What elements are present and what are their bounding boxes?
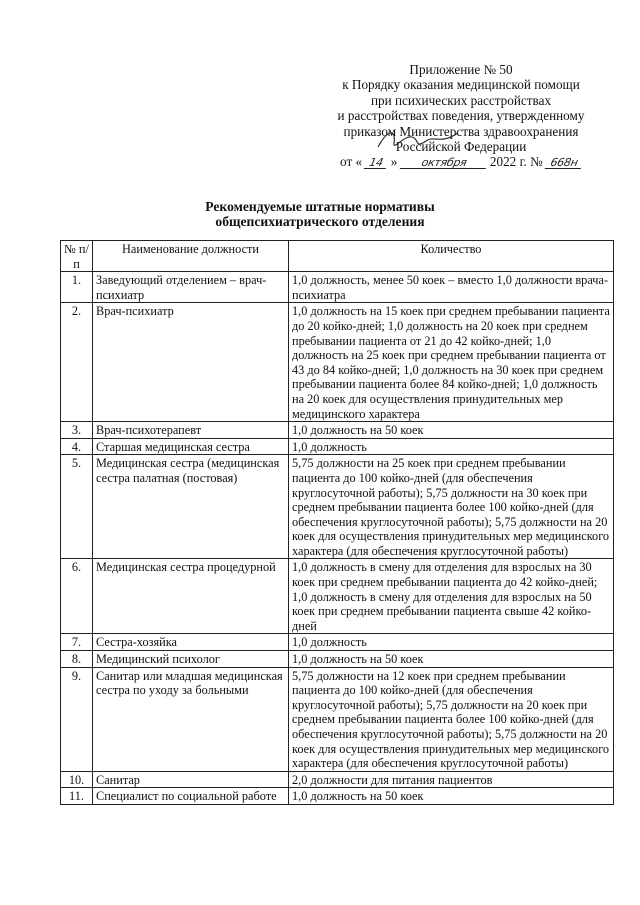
row-qty: 1,0 должность xyxy=(289,438,614,455)
table-row xyxy=(61,438,614,455)
table-row xyxy=(61,303,614,422)
row-name: Заведующий отделением – врач-психиатр xyxy=(93,272,289,303)
row-num: 8. xyxy=(61,651,93,668)
row-num: 3. xyxy=(61,422,93,439)
row-num: 7. xyxy=(61,634,93,651)
header-line: при психических расстройствах xyxy=(370,92,552,108)
row-name: Медицинская сестра процедурной xyxy=(93,559,289,634)
header-line: и расстройствах поведения, утвержденному xyxy=(337,108,585,124)
header-num: № п/п xyxy=(61,241,93,272)
header-qty: Количество xyxy=(289,241,614,272)
row-num: 9. xyxy=(61,667,93,771)
table-row xyxy=(61,667,614,771)
row-qty: 1,0 должность на 50 коек xyxy=(289,422,614,439)
order-prefix: от « xyxy=(340,154,363,170)
title-line-1: Рекомендуемые штатные нормативы xyxy=(205,199,435,214)
row-name: Врач-психиатр xyxy=(93,303,289,422)
order-month: октября xyxy=(399,157,488,169)
row-qty: 1,0 должность на 50 коек xyxy=(289,788,614,805)
row-num: 4. xyxy=(61,438,93,455)
table-row xyxy=(61,651,614,668)
row-name: Санитар xyxy=(93,771,289,788)
order-number: 668н xyxy=(545,157,584,169)
row-num: 11. xyxy=(61,788,93,805)
order-date-line xyxy=(296,154,626,169)
row-num: 1. xyxy=(61,272,93,303)
row-qty: 1,0 должность, менее 50 коек – вместо 1,0 должности врача-психиатра xyxy=(289,272,614,303)
table-row xyxy=(61,559,614,634)
row-qty: 5,75 должности на 25 коек при среднем пребывании пациента до 100 койко-дней (для обеспечения круглосуточной работы); 5,75 должности на 30 коек при среднем пребывании пациента более 100 койко-дней (для обеспечения круглосуточной работы); 5,75 должности на 20 коек для осуществления принудительных мер медицинского характера (для обеспечения круглосуточной работы) xyxy=(289,455,614,559)
row-name: Медицинская сестра (медицинская сестра палатная (постовая) xyxy=(93,455,289,559)
row-qty: 1,0 должность на 15 коек при среднем пребывании пациента до 20 койко-дней; 1,0 должность на 20 коек при среднем пребывании пациента от 21 до 42 койко-дней; 1,0 должность на 25 коек при среднем пребывании пациента от 43 до 84 койко-дней; 1,0 должность на 30 коек при среднем пребывании пациента более 84 койко-дней; 1,0 должность на 20 коек для осуществления принудительных мер медицинского характера xyxy=(289,303,614,422)
row-num: 6. xyxy=(61,559,93,634)
row-num: 2. xyxy=(61,303,93,422)
row-name: Специалист по социальной работе xyxy=(93,788,289,805)
row-name: Медицинский психолог xyxy=(93,651,289,668)
staffing-table xyxy=(60,240,614,805)
header-line xyxy=(296,139,626,154)
document-title xyxy=(0,199,640,229)
row-qty: 1,0 должность на 50 коек xyxy=(289,651,614,668)
row-name: Старшая медицинская сестра xyxy=(93,438,289,455)
header-line-text: Российской Федерации xyxy=(395,139,527,155)
title-line-2: общепсихиатрического отделения xyxy=(215,214,425,229)
row-name: Сестра-хозяйка xyxy=(93,634,289,651)
appendix-header xyxy=(296,62,626,170)
table-row xyxy=(61,422,614,439)
table-header-row xyxy=(61,241,614,272)
row-qty: 5,75 должности на 12 коек при среднем пребывании пациента до 100 койко-дней (для обеспечения круглосуточной работы); 5,75 должности на 20 коек при среднем пребывании пациента более 100 койко-дней (для обеспечения круглосуточной работы); 5,75 должности на 20 коек для осуществления принудительных мер медицинского характера (для обеспечения круглосуточной работы) xyxy=(289,667,614,771)
header-name: Наименование должности xyxy=(93,241,289,272)
header-line: Приложение № 50 xyxy=(409,62,513,77)
header-line: к Порядку оказания медицинской помощи xyxy=(342,77,580,93)
order-mid: » xyxy=(390,154,398,170)
row-num: 5. xyxy=(61,455,93,559)
table-row xyxy=(61,771,614,788)
row-qty: 2,0 должности для питания пациентов xyxy=(289,771,614,788)
row-num: 10. xyxy=(61,771,93,788)
header-line: приказом Министерства здравоохранения xyxy=(343,123,579,139)
table-row xyxy=(61,455,614,559)
row-name: Санитар или младшая медицинская сестра по уходу за больными xyxy=(93,667,289,771)
row-qty: 1,0 должность xyxy=(289,634,614,651)
table-row xyxy=(61,788,614,805)
row-name: Врач-психотерапевт xyxy=(93,422,289,439)
table-row xyxy=(61,634,614,651)
row-qty: 1,0 должность в смену для отделения для взрослых на 30 коек при среднем пребывании пациента до 42 койко-дней; 1,0 должность в смену для отделения для взрослых на 50 коек при среднем пребывании пациента свыше 42 койко-дней xyxy=(289,559,614,634)
signature-icon xyxy=(374,125,464,155)
table-row xyxy=(61,272,614,303)
order-year: 2022 г. № xyxy=(489,154,543,170)
order-day: 14 xyxy=(364,157,389,169)
